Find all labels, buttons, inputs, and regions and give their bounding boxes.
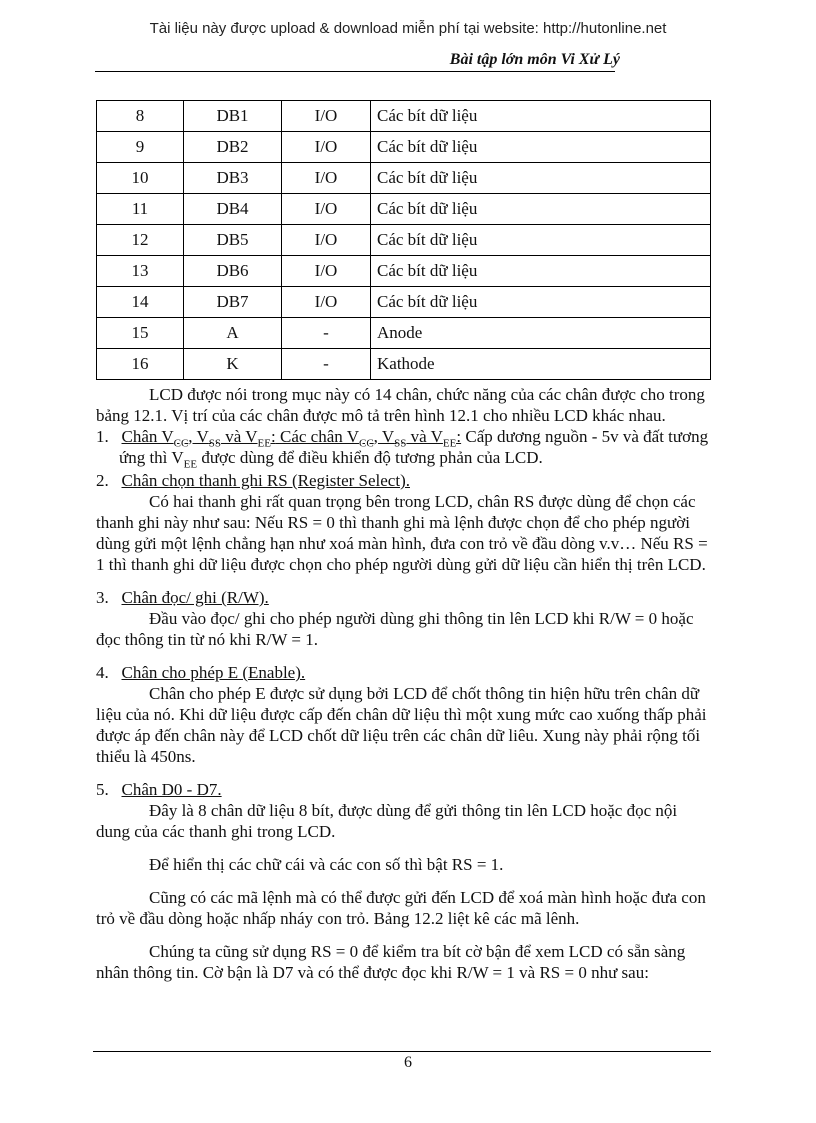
page-content (96, 384, 713, 983)
pin-description-cell: Các bít dữ liệu (371, 225, 711, 256)
pin-description-cell: Các bít dữ liệu (371, 132, 711, 163)
table-row (97, 318, 711, 349)
subscript-ee: EE (257, 437, 271, 450)
item-number: 1. (96, 427, 109, 446)
subscript-cc: CC (173, 437, 189, 450)
subscript-ee: EE (183, 458, 198, 471)
item-number: 2. (96, 471, 109, 490)
pin-number-cell: 15 (97, 318, 184, 349)
pin-number-cell: 11 (97, 194, 184, 225)
pin-io-cell: I/O (282, 101, 371, 132)
item-heading: Chân đọc/ ghi (R/W). (121, 588, 269, 607)
item1-text: Chân V (121, 427, 174, 446)
pin-description-cell: Các bít dữ liệu (371, 256, 711, 287)
pin-io-cell: I/O (282, 163, 371, 194)
pin-io-cell: - (282, 349, 371, 380)
item-body: Đầu vào đọc/ ghi cho phép người dùng ghi thông tin lên LCD khi R/W = 0 hoặc đọc thông tin từ nó khi R/W = 1. (96, 609, 694, 649)
pin-io-cell: I/O (282, 225, 371, 256)
pin-symbol-cell: A (184, 318, 282, 349)
list-item-3 (96, 587, 713, 608)
pin-description-cell: Các bít dữ liệu (371, 194, 711, 225)
pin-io-cell: I/O (282, 132, 371, 163)
busy-flag-paragraph: Chúng ta cũng sử dụng RS = 0 để kiểm tra bít cờ bận để xem LCD có sẵn sàng nhân thông tin. Cờ bận là D7 và có thể được đọc khi R/W = 1 và RS = 0 như sau: (96, 942, 686, 982)
pin-symbol-cell: DB7 (184, 287, 282, 318)
table-row (97, 287, 711, 318)
item-body: Đây là 8 chân dữ liệu 8 bít, được dùng để gửi thông tin lên LCD hoặc đọc nội dung của các thanh ghi trong LCD. (96, 801, 678, 841)
item1-text: được dùng để điều khiển độ tương phản của LCD. (197, 448, 543, 467)
footer-rule (93, 1051, 711, 1052)
pin-description-cell: Anode (371, 318, 711, 349)
item-number: 5. (96, 780, 109, 799)
pin-io-cell: I/O (282, 194, 371, 225)
pin-number-cell: 9 (97, 132, 184, 163)
pin-number-cell: 8 (97, 101, 184, 132)
pin-io-cell: - (282, 318, 371, 349)
subscript-ss: SS (394, 437, 407, 450)
pin-description-cell: Các bít dữ liệu (371, 287, 711, 318)
item-number: 4. (96, 663, 109, 682)
item-body: Có hai thanh ghi rất quan trọng bên trong LCD, chân RS được dùng để chọn các thanh ghi này như sau: Nếu RS = 0 thì thanh ghi mà lệnh được chọn để cho phép người dùng gửi một lệnh chẳng hạn như xoá màn hình, đưa con trỏ về đầu dòng v.v… Nếu RS = 1 thì thanh ghi dữ liệu được chọn cho phép người dùng gửi dữ liệu cần hiển thị trên LCD. (96, 492, 708, 574)
item-body: Chân cho phép E được sử dụng bởi LCD để chốt thông tin hiện hữu trên chân dữ liệu của nó. Khi dữ liệu được cấp đến chân dữ liệu thì một xung mức cao xuống thấp phải được áp đến chân này để LCD chốt dữ liệu trên các chân dữ liêu. Xung này phải rộng tối thiểu là 450ns. (96, 684, 707, 766)
item1-text: Cấp dương nguồn - 5v và đất tương ứng thì V (119, 427, 709, 467)
pin-number-cell: 16 (97, 349, 184, 380)
list-item-5 (96, 779, 713, 800)
pin-io-cell: I/O (282, 287, 371, 318)
item1-text: : (271, 427, 276, 446)
pin-symbol-cell: DB3 (184, 163, 282, 194)
download-banner: Tài liệu này được upload & download miễn phí tại website: http://hutonline.net (149, 20, 667, 37)
list-item-2 (96, 470, 713, 491)
pin-description-cell: Các bít dữ liệu (371, 101, 711, 132)
subscript-cc: CC (358, 437, 374, 450)
table-row (97, 132, 711, 163)
item-heading: Chân chọn thanh ghi RS (Register Select). (121, 471, 410, 490)
pin-symbol-cell: DB1 (184, 101, 282, 132)
item-heading: Chân cho phép E (Enable). (121, 663, 306, 682)
list-item-4 (96, 662, 713, 683)
pin-table (96, 100, 711, 380)
item1-text: , V (188, 427, 209, 446)
item1-text: Các chân V (279, 427, 359, 446)
page-number: 6 (404, 1054, 412, 1071)
item1-text: : (456, 427, 462, 446)
list-item-1 (96, 426, 713, 471)
item1-text: và V (221, 427, 258, 446)
item1-text: và V (406, 427, 443, 446)
pin-description-cell: Các bít dữ liệu (371, 163, 711, 194)
pin-symbol-cell: K (184, 349, 282, 380)
rs1-paragraph: Để hiển thị các chữ cái và các con số thì bật RS = 1. (149, 855, 504, 874)
item1-text: , V (373, 427, 395, 446)
intro-paragraph: LCD được nói trong mục này có 14 chân, chức năng của các chân được cho trong bảng 12.1. Vị trí của các chân được mô tả trên hình 12.1 cho nhiều LCD khác nhau. (96, 385, 705, 425)
pin-symbol-cell: DB4 (184, 194, 282, 225)
pin-number-cell: 14 (97, 287, 184, 318)
pin-number-cell: 12 (97, 225, 184, 256)
subscript-ee: EE (442, 437, 457, 450)
table-row (97, 163, 711, 194)
pin-symbol-cell: DB2 (184, 132, 282, 163)
table-row (97, 225, 711, 256)
header-title: Bài tập lớn môn Vi Xử Lý (449, 51, 620, 68)
pin-symbol-cell: DB5 (184, 225, 282, 256)
subscript-ss: SS (208, 437, 222, 450)
pin-number-cell: 13 (97, 256, 184, 287)
pin-number-cell: 10 (97, 163, 184, 194)
table-row (97, 349, 711, 380)
command-codes-paragraph: Cũng có các mã lệnh mà có thể được gửi đến LCD để xoá màn hình hoặc đưa con trỏ về đầu dòng hoặc nhấp nháy con trỏ. Bảng 12.2 liệt kê các mã lênh. (96, 888, 706, 928)
item-heading: Chân D0 - D7. (121, 780, 222, 799)
pin-symbol-cell: DB6 (184, 256, 282, 287)
table-row (97, 194, 711, 225)
header-rule (95, 71, 615, 72)
table-row (97, 256, 711, 287)
pin-description-cell: Kathode (371, 349, 711, 380)
table-row (97, 101, 711, 132)
item-number: 3. (96, 588, 109, 607)
pin-io-cell: I/O (282, 256, 371, 287)
